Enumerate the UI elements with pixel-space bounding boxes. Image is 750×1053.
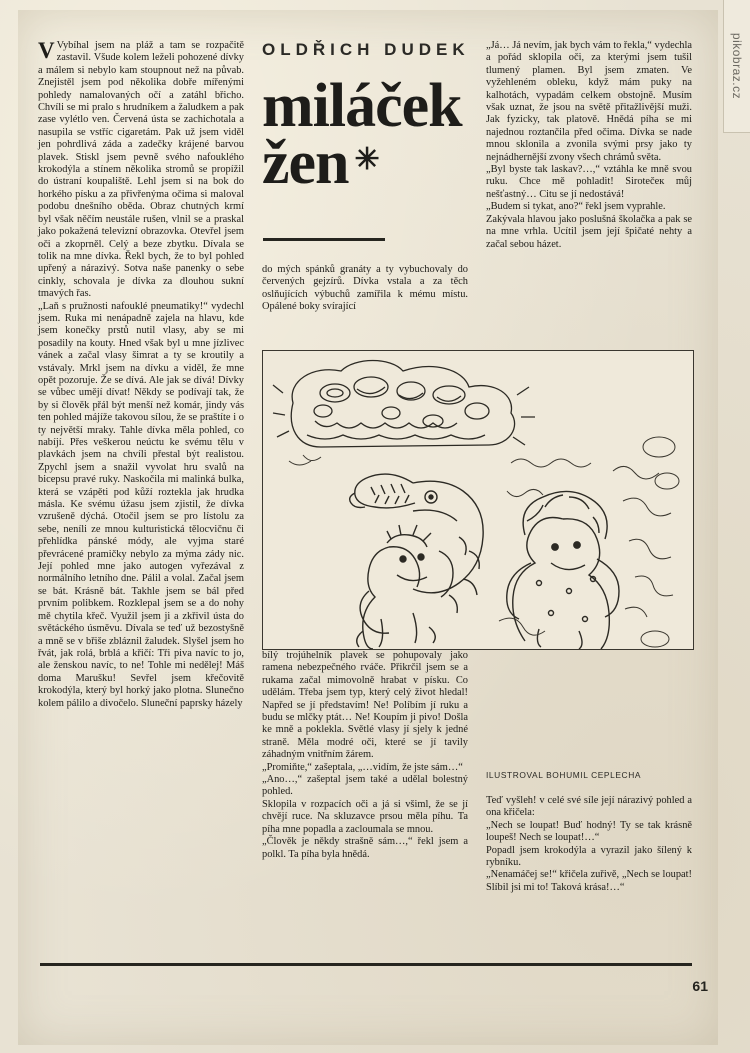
paragraph: „Nech se loupat! Buď hodný! Ty se tak krásně loupeš! Nech se loupat!…“ [486,819,692,844]
article-author: OLDŘICH DUDEK [262,40,470,59]
paragraph: „Já… Já nevím, jak bych vám to řekla,“ vydechla a pořád sklopila oči, za kterými jsem tušil tlumený plamen. Byl jsem zmaten. Ve vyžehleném obleku, když mám puky na kalhotách, vypadám celkem obstojně. Musím však uznat, že jsou na světě přitažlivější muži. Jak fyzicky, tak platově. Hnědá píha se mi najednou roztančila před očima. Dívka se nade mnou sklonila a zvonila svými prsy jako ty nejnádhernější zvony všech chrámů světa. [486,40,693,163]
body-column-3-bottom [486,795,692,894]
article-title-line2: žen [262,129,349,198]
paragraph: „Ano…,“ zašeptal jsem také a udělal bolestný pohled. [262,774,468,798]
footer-rule [40,963,692,966]
asterisk-icon: ✳ [354,143,379,177]
paragraph: do mých spánků granáty a ty vybuchovaly do červených gejzírů. Dívka vstala a za těch oslňujících výbuchů zamířila k mému místu. Opálené boky svírající [262,264,468,313]
drop-cap: V [38,38,55,63]
site-watermark-label: pikobraz.cz [730,32,745,100]
body-column-2-top [262,264,468,314]
comic-illustration [262,350,694,650]
title-rule [263,238,385,241]
paragraph: Teď vyšleh! v celé své síle její nárazivý pohled a ona křičela: [486,795,692,819]
site-watermark-tab [723,0,750,133]
paragraph: Sklopila v rozpacích oči a já si všiml, že se jí chvějí ruce. Na skluzavce prsou měla píhu. Ta píha mne popadla a zacloumala se mnou. [262,798,468,835]
illustration-artwork [263,351,693,649]
body-column-3-top [486,40,692,251]
article-title-line2-wrap [262,129,522,198]
paragraph: „Budem si tykat, ano?“ řekl jsem vyprahle. [486,201,666,213]
body-column-1 [38,40,244,710]
paragraph: Zakývala hlavou jako poslušná školačka a pak se na mne vrhla. Ucítil jsem její špičaté nehty a začal sebou házet. [486,213,692,250]
paragraph: „Promiňte,“ zašeptala, „…vidím, že jste sám…“ [262,761,463,773]
paragraph: „Člověk je někdy strašně sám…,“ řekl jsem a polkl. Ta píha byla hnědá. [262,836,468,860]
body-column-2-bottom [262,650,468,861]
paragraph: bílý trojúhelník plavek se pohupovaly jako ramena nebezpečného rváče. Přikrčil jsem se a rukama začal mimovolně hrabat v písku. Co udělám. Třeba jsem typ, který celý život hledal! Napřed se jí představím! Ne! Políbím jí ruku a budu se mlčky ptát… Ne! Koupím ji pivo! Došla ke mně a poklekla. Světlé vlasy jí sjely k jedné straně. Měla modré oči, které se jí tavily záhadným vnitřním žárem. [262,650,468,761]
paragraph [38,40,244,301]
article-title [262,72,522,198]
illustration-credit: ILUSTROVAL BOHUMIL CEPLECHA [486,770,642,780]
paragraph: „Laň s pružnosti nafouklé pneumatiky!“ vydechl jsem. Ruka mi nenápadně zajela na hlavu, kde jsem konečky prstů nutil vlasy, aby se mi posadily na kouty. Hned však byl u mne jízlivec vánek a začal vlasy šimrat a ty se kroutily a vstávaly. Mrkl jsem na dívku a viděl, že mne opět pozoruje. Že se dívá. Ale jak se dívá! Dívky se vůbec umějí dívat! Někdy se podívají tak, že by si člověk přál být menší než komár, jindy vás ten pohled májíže takovou sílou, že se praštíte i o ty největší mraky. Tahle dívka měla pohled, co nabíjí. Přes veškerou neúctu ke svému tělu v plavkách jsem na chvíli přestal být realistou. Zpychl jsem a snažil vyvolat hru svalů na bicepsu pravé ruky. Naskočila mi malinká bulka, která se vzápěti pod kůží roztekla jak hrudka másla. Ke svému úžasu jsem zjistil, že dívka vzrušeně dýchá. Otočil jsem se pro lístolu za sebe, neníli ze mnou kulturistická tělocvičnu či přehlídka pánské módy, ale vyjma staré převrácené pramičky nebylo za mýma zády nic. Její pohled mne jako autogen vyřezával z normálního letního dne. Pálil a volal. Začal jsem se bát. Krásně bát. Takhle jsem se bál před prvním polibkem. Rozklepal jsem se a do nohy mě chytila křeč. Využil jsem ji a zkřivil ústa do světáckého úsměvu. Dívala se teď už bezostyšně a mně se v břiše zbláznil žaludek. Slyšel jsem ho řvát, jak rolá, brblá a křičí: Tři piva navíc to jo, ale ženskou navíc, to ne! Tohle mi nedělej! Máš doma Marušku! Sevřel jsem křečovitě krokodýla, který byl horký jako plotna. Slunečno kolem pálilo a divočelo. Sluneční paprsky házely [38,300,244,709]
page-number: 61 [692,978,708,994]
paragraph-text: Vybíhal jsem na pláž a tam se rozpačitě zastavil. Všude kolem leželi pohozené dívky a málem si nebylo kam stoupnout než na půvab. Znejistěl jsem pod několika dobře mířenými pohledy namalovaných očí a zatáhl břicho. Chvíli se mi pralo s hrudníkem a žaludkem a pak zase vylétlo ven. Červená ústa se zachichotala a nasupila se vstříc cigaretám. Pak už jsem viděl jen pohrdlivá záda a zadečky krájené barvou plavek. Stiskl jsem pevně svého nafouklého krokodýla a stínem několika stromů se propížil do ústraní koupaliště. Lehl jsem si na bok do horkého písku a za přivřenýma očima si maloval podobu dnešního oběda. Obraz chutných krmí byl však něčím neustále rušen, vlnil se a praskal jako pokažená televizní obrazovka. Otevřel jsem oči a zkoprněl. Celý a beze zbytku. Dívala se tolik na mne dívka. Řekl bych, že to byl pohled upřený a nárazivý. Sotva naše panenky o sebe cinkly, schovala je dívka za dlouhou sukní tmavých řas. [38,40,244,300]
article-title-line1: miláček [262,72,462,140]
paragraph: Popadl jsem krokodýla a vyrazil jako šílený k rybníku. [486,844,692,869]
paragraph: „Byl byste tak laskav?…,“ vztáhla ke mně svou ruku. Chce mě pohladit! Sirotečeк můj nešťastný… Citu se jí nedostává! [486,164,692,200]
paragraph: „Nenamáčej se!“ křičela zuřivě, „Nech se loupat! Slíbil jsi mi to! Taková krása!…“ [486,869,692,893]
